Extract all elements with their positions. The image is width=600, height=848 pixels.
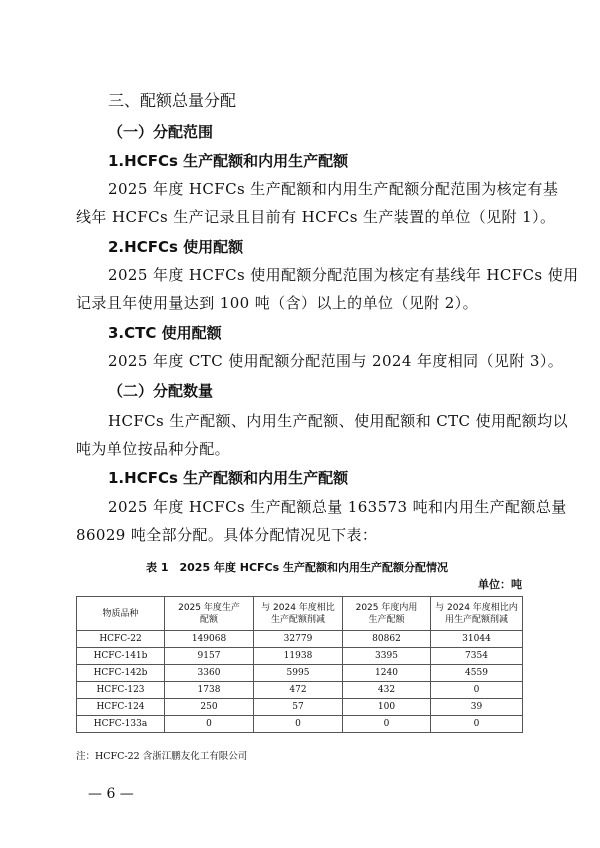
col-header-2025-production: 2025 年度生产 配额 — [165, 597, 254, 631]
cell-value: 149068 — [165, 631, 254, 648]
cell-value: 3395 — [343, 648, 431, 665]
table-row — [77, 682, 523, 699]
cell-value: 0 — [254, 716, 343, 733]
paragraph-3-line-1: 2025 年度 CTC 使用配额分配范围与 2024 年度相同（见附 3）。 — [108, 352, 564, 370]
paragraph-2-line-1: 2025 年度 HCFCs 使用配额分配范围为核定有基线年 HCFCs 使用 — [108, 266, 579, 284]
col-header-internal-reduction: 与 2024 年度相比内 用生产配额削减 — [431, 597, 523, 631]
table-unit: 单位：吨 — [478, 578, 522, 591]
cell-value: 100 — [343, 699, 431, 716]
table-row — [77, 665, 523, 682]
paragraph-4-line-1: HCFCs 生产配额、内用生产配额、使用配额和 CTC 使用配额均以 — [108, 412, 569, 430]
page-number: — 6 — — [88, 786, 134, 802]
cell-value: 39 — [431, 699, 523, 716]
paragraph-5-line-1: 2025 年度 HCFCs 生产配额总量 163573 吨和内用生产配额总量 — [108, 498, 567, 516]
table-row — [77, 699, 523, 716]
cell-value: 0 — [165, 716, 254, 733]
table-note: 注：HCFC-22 含浙江鹏友化工有限公司 — [76, 751, 248, 762]
cell-value: 57 — [254, 699, 343, 716]
heading-hcfc-production: 1.HCFCs 生产配额和内用生产配额 — [108, 152, 349, 170]
cell-value: 0 — [431, 716, 523, 733]
table-row — [77, 631, 523, 648]
heading-ctc-use: 3.CTC 使用配额 — [108, 324, 222, 342]
table-caption: 表 1 2025 年度 HCFCs 生产配额和内用生产配额分配情况 — [146, 561, 448, 574]
cell-value: 472 — [254, 682, 343, 699]
subsection-scope: （一）分配范围 — [108, 123, 214, 141]
paragraph-1-line-1: 2025 年度 HCFCs 生产配额和内用生产配额分配范围为核定有基 — [108, 180, 559, 198]
cell-substance: HCFC-22 — [77, 631, 165, 648]
cell-value: 1738 — [165, 682, 254, 699]
paragraph-1-line-2: 线年 HCFCs 生产记录且目前有 HCFCs 生产装置的单位（见附 1）。 — [76, 208, 556, 226]
cell-substance: HCFC-142b — [77, 665, 165, 682]
col-header-production-reduction: 与 2024 年度相比 生产配额削减 — [254, 597, 343, 631]
cell-value: 0 — [431, 682, 523, 699]
cell-value: 5995 — [254, 665, 343, 682]
paragraph-5-line-2: 86029 吨全部分配。具体分配情况见下表： — [76, 526, 378, 544]
quota-table — [76, 596, 523, 733]
cell-value: 250 — [165, 699, 254, 716]
cell-substance: HCFC-133a — [77, 716, 165, 733]
paragraph-2-line-2: 记录且年使用量达到 100 吨（含）以上的单位（见附 2）。 — [76, 294, 478, 312]
table-header-row — [77, 597, 523, 631]
cell-value: 9157 — [165, 648, 254, 665]
cell-value: 7354 — [431, 648, 523, 665]
cell-substance: HCFC-123 — [77, 682, 165, 699]
cell-value: 3360 — [165, 665, 254, 682]
heading-hcfc-use: 2.HCFCs 使用配额 — [108, 238, 244, 256]
cell-value: 31044 — [431, 631, 523, 648]
cell-value: 0 — [343, 716, 431, 733]
cell-value: 432 — [343, 682, 431, 699]
cell-value: 11938 — [254, 648, 343, 665]
cell-substance: HCFC-124 — [77, 699, 165, 716]
paragraph-4-line-2: 吨为单位按品种分配。 — [76, 440, 231, 458]
table-row — [77, 716, 523, 733]
col-header-2025-internal: 2025 年度内用 生产配额 — [343, 597, 431, 631]
subsection-quantity: （二）分配数量 — [108, 382, 214, 400]
col-header-substance: 物质品种 — [77, 597, 165, 631]
heading-hcfc-allocation: 1.HCFCs 生产配额和内用生产配额 — [108, 469, 349, 487]
section-title: 三、配额总量分配 — [108, 91, 237, 110]
cell-value: 80862 — [343, 631, 431, 648]
cell-substance: HCFC-141b — [77, 648, 165, 665]
cell-value: 1240 — [343, 665, 431, 682]
cell-value: 4559 — [431, 665, 523, 682]
cell-value: 32779 — [254, 631, 343, 648]
table-row — [77, 648, 523, 665]
